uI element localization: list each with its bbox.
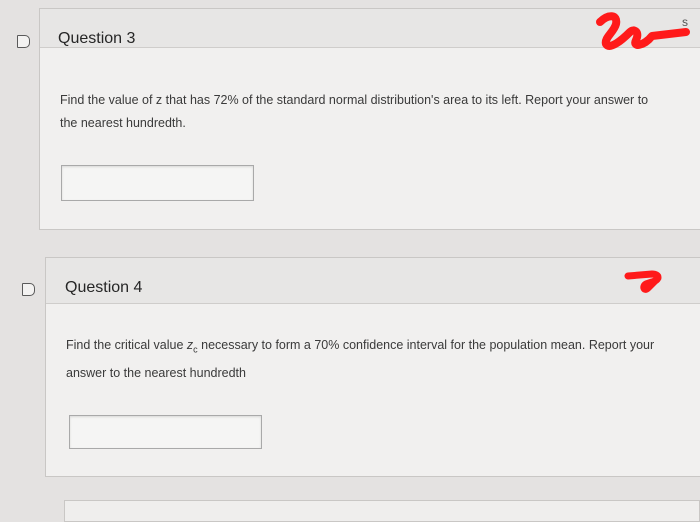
z-symbol: z [186, 338, 194, 352]
question-title: Question 4 [65, 279, 143, 296]
next-card-edge [64, 500, 700, 522]
question-title: Question 3 [58, 30, 136, 47]
question-text [66, 334, 666, 385]
question-text-end: necessary to form a 70% confidence interval for the population mean. Report your answer to the nearest hundredth [66, 338, 655, 380]
question-text: Find the value of z that has 72% of the standard normal distribution's area to its left. Report your answer to the nearest hundredth. [60, 93, 649, 130]
answer-input[interactable] [69, 415, 262, 449]
answer-input[interactable] [61, 165, 254, 201]
flag-icon[interactable] [17, 35, 30, 48]
red-annotation-icon [622, 266, 666, 298]
z-subscript: c [193, 344, 198, 355]
corner-text: s [682, 15, 688, 29]
flag-icon[interactable] [22, 283, 35, 296]
question-card-4 [45, 257, 700, 477]
question-text-start: Find the critical value [66, 338, 187, 352]
question-header [46, 258, 700, 304]
red-annotation-icon [596, 10, 694, 56]
